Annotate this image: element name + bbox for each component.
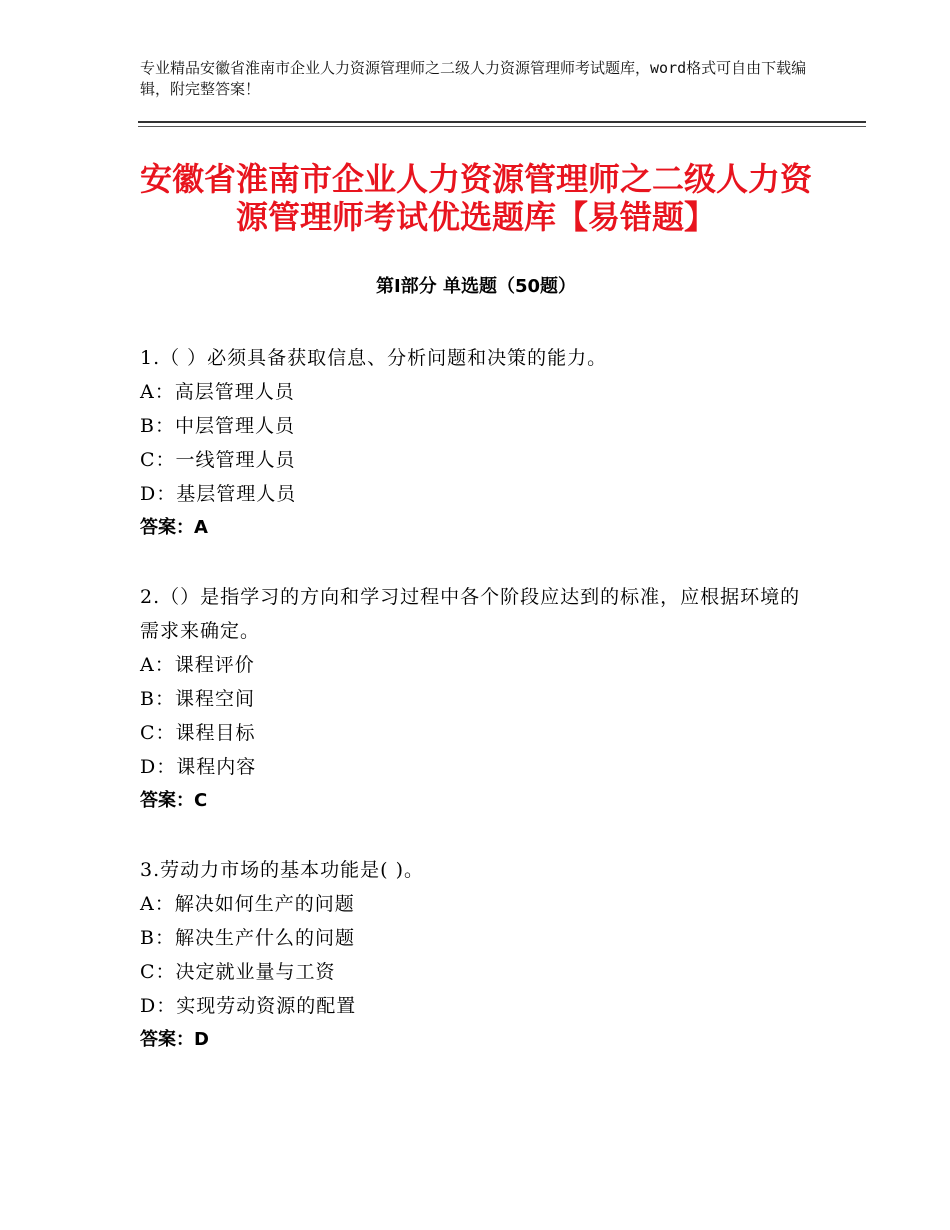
question-3 (140, 853, 812, 1057)
question-stem: 1.（ ）必须具备获取信息、分析问题和决策的能力。 (140, 347, 608, 369)
answer: 答案：C (140, 790, 208, 811)
question-stem: 2.（）是指学习的方向和学习过程中各个阶段应达到的标准，应根据环境的需求来确定。 (140, 586, 801, 642)
answer: 答案：A (140, 517, 208, 538)
header-divider-thick (138, 121, 866, 123)
option-c: C：一线管理人员 (140, 449, 296, 471)
option-c: C：课程目标 (140, 722, 256, 744)
option-c: C：决定就业量与工资 (140, 961, 336, 983)
option-b: B：中层管理人员 (140, 415, 295, 437)
option-a: A：解决如何生产的问题 (140, 893, 355, 915)
section-title: 第Ⅰ部分 单选题（50题） (375, 276, 576, 297)
option-b: B：课程空间 (140, 688, 255, 710)
header-divider-thin (138, 126, 866, 127)
header-note: 专业精品安徽省淮南市企业人力资源管理师之二级人力资源管理师考试题库，word格式可自由下载编辑，附完整答案！ (140, 59, 807, 98)
question-1 (140, 341, 812, 545)
question-2 (140, 580, 812, 818)
answer: 答案：D (140, 1029, 209, 1050)
option-d: D：课程内容 (140, 756, 257, 778)
option-a: A：课程评价 (140, 654, 255, 676)
option-a: A：高层管理人员 (140, 381, 295, 403)
document-title: 安徽省淮南市企业人力资源管理师之二级人力资源管理师考试优选题库【易错题】 (140, 160, 813, 236)
option-d: D：基层管理人员 (140, 483, 297, 505)
option-d: D：实现劳动资源的配置 (140, 995, 357, 1017)
question-stem: 3.劳动力市场的基本功能是( )。 (140, 859, 424, 881)
option-b: B：解决生产什么的问题 (140, 927, 355, 949)
